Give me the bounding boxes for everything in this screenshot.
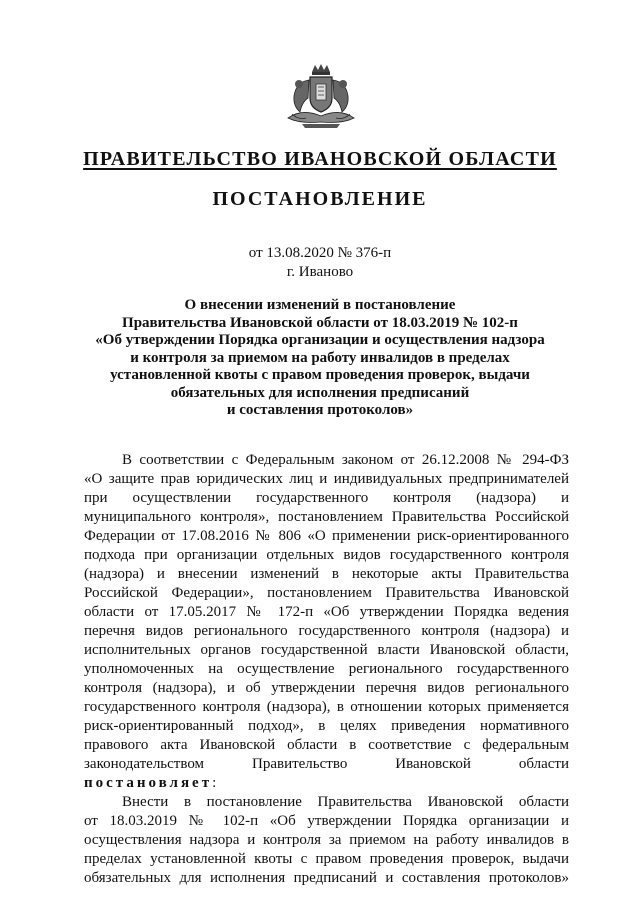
title-line: и составления протоколов» (226, 402, 414, 418)
article-line: пределах установленной квоты с правом проведения проверок, выдачи (84, 851, 569, 867)
body-line: В соответствии с Федеральным законом от 26.12.2008 № 294-ФЗ (122, 452, 569, 468)
body-line: Федерации от 17.08.2016 № 806 «О применении риск-ориентированного (84, 528, 569, 544)
body-line: «О защите прав юридических лиц и индивидуальных предпринимателей (84, 471, 569, 487)
body-line: правового акта Ивановской области в соответствие с федеральным (84, 737, 569, 753)
body-line: уполномоченных на осуществление регионального государственного (84, 661, 569, 677)
body-line: Российской Федерации», постановлением Правительства Ивановской (84, 585, 569, 601)
body-line: государственного контроля (надзора), в отношении которых применяется (84, 699, 569, 715)
title-line: О внесении изменений в постановление (184, 297, 456, 313)
body-line: подхода при организации отдельных видов государственного контроля (84, 547, 569, 563)
article-line: Внести в постановление Правительства Ивановской области (122, 794, 569, 810)
document-meta (0, 244, 640, 282)
title-line: «Об утверждении Порядка организации и осуществления надзора (95, 332, 545, 348)
body-line: области от 17.05.2017 № 172-п «Об утверждении Порядка ведения (84, 604, 569, 620)
body-line: контроля (надзора), и об утверждении перечня видов регионального (84, 680, 569, 696)
title-line: и контроля за приемом на работу инвалидов в пределах (130, 349, 510, 366)
body-line: перечня видов регионального государственного контроля (надзора) и (84, 623, 569, 639)
government-name: ПРАВИТЕЛЬСТВО ИВАНОВСКОЙ ОБЛАСТИ (83, 148, 557, 170)
coat-of-arms-emblem (282, 62, 360, 132)
body-line: при осуществлении государственного контроля (надзора) и (84, 490, 569, 506)
article-line: от 18.03.2019 № 102-п «Об утверждении Порядка организации и (84, 813, 569, 829)
body-line: муниципального контроля», постановлением Правительства Российской (84, 509, 569, 525)
body-line: (надзора) и внесении изменений в некоторые акты Правительства (84, 566, 569, 582)
city: г. Иваново (286, 264, 354, 280)
body-line: риск-ориентированный подход», в целях приведения нормативного (84, 718, 569, 734)
body-line: исполнительных органов государственной власти Ивановской области, (84, 642, 569, 658)
title-line: Правительства Ивановской области от 18.03.2019 № 102-п (122, 314, 518, 331)
document-type: ПОСТАНОВЛЕНИЕ (212, 188, 428, 210)
title-line: установленной квоты с правом проведения проверок, выдачи (110, 367, 530, 383)
article-line: обязательных для исполнения предписаний и составления протоколов» (84, 870, 569, 886)
body-line: законодательством Правительство Ивановской области (84, 756, 569, 772)
article-line: осуществления надзора и контроля за приемом на работу инвалидов в (84, 832, 569, 848)
resolves-word: постановляет (84, 775, 213, 791)
document-title (90, 297, 550, 420)
resolves-line (84, 774, 569, 793)
resolves-colon: : (212, 775, 217, 791)
title-line: обязательных для исполнения предписаний (170, 384, 470, 401)
document-body (84, 451, 569, 888)
government-header (0, 148, 640, 171)
date-number: от 13.08.2020 № 376-п (248, 245, 392, 261)
